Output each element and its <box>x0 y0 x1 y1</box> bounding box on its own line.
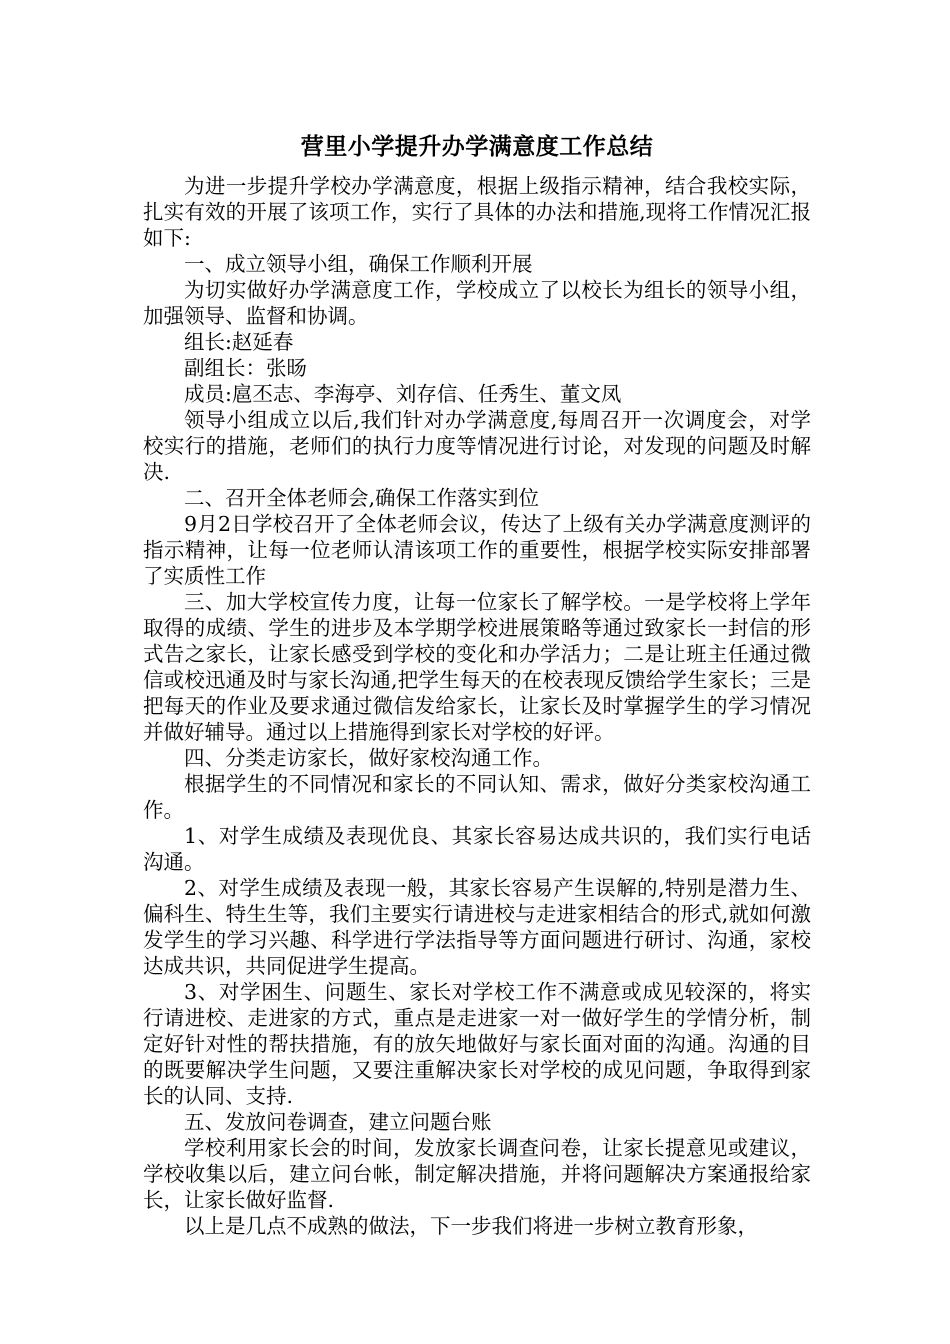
body-paragraph: 领导小组成立以后,我们针对办学满意度,每周召开一次调度会，对学校实行的措施，老师们的执行力度等情况进行讨论，对发现的问题及时解决. <box>143 408 811 484</box>
document-title: 营里小学提升办学满意度工作总结 <box>300 134 654 160</box>
section-heading-5: 五、发放问卷调查，建立问题台账 <box>184 1110 492 1134</box>
intro-paragraph: 为进一步提升学校办学满意度，根据上级指示精神，结合我校实际，扎实有效的开展了该项工作，实行了具体的办法和措施,现将工作情况汇报如下: <box>143 174 811 250</box>
section-heading-1: 一、成立领导小组，确保工作顺利开展 <box>184 252 533 276</box>
document-page <box>143 132 811 1239</box>
team-leader: 组长:赵延春 <box>184 330 294 354</box>
section-heading-2: 二、召开全体老师会,确保工作落实到位 <box>184 486 540 510</box>
body-paragraph: 为切实做好办学满意度工作，学校成立了以校长为组长的领导小组，加强领导、监督和协调。 <box>143 278 811 328</box>
team-members: 成员:扈丕志、李海亭、刘存信、任秀生、董文凤 <box>184 382 622 406</box>
body-paragraph: 9月2日学校召开了全体老师会议，传达了上级有关办学满意度测评的指示精神，让每一位老师认清该项工作的重要性，根据学校实际安排部署了实质性工作 <box>143 512 811 588</box>
team-deputy-leader: 副组长：张旸 <box>184 356 307 380</box>
closing-paragraph: 以上是几点不成熟的做法，下一步我们将进一步树立教育形象， <box>184 1214 758 1238</box>
list-item-1: 1、对学生成绩及表现优良、其家长容易达成共识的，我们实行电话沟通。 <box>143 824 811 874</box>
body-paragraph: 根据学生的不同情况和家长的不同认知、需求，做好分类家校沟通工作。 <box>143 772 811 822</box>
body-paragraph: 学校利用家长会的时间，发放家长调查问卷，让家长提意见或建议，学校收集以后，建立问台帐，制定解决措施，并将问题解决方案通报给家长，让家长做好监督. <box>143 1136 811 1212</box>
section-heading-4: 四、分类走访家长，做好家校沟通工作。 <box>184 746 553 770</box>
list-item-3: 3、对学困生、问题生、家长对学校工作不满意或成见较深的，将实行请进校、走进家的方式，重点是走进家一对一做好学生的学情分析，制定好针对性的帮扶措施，有的放矢地做好与家长面对面的沟通。沟通的目的既要解决学生问题，又要注重解决家长对学校的成见问题，争取得到家长的认同、支持. <box>143 980 811 1108</box>
document-body <box>143 173 811 1239</box>
list-item-2: 2、对学生成绩及表现一般，其家长容易产生误解的,特别是潜力生、偏科生、特生生等，我们主要实行请进校与走进家相结合的形式,就如何激发学生的学习兴趣、科学进行学法指导等方面问题进行研讨、沟通，家校达成共识，共同促进学生提高。 <box>143 876 811 978</box>
section-3-paragraph: 三、加大学校宣传力度，让每一位家长了解学校。一是学校将上学年取得的成绩、学生的进步及本学期学校进展策略等通过致家长一封信的形式告之家长，让家长感受到学校的变化和办学活力；二是让班主任通过微信或校迅通及时与家长沟通,把学生每天的在校表现反馈给学生家长；三是把每天的作业及要求通过微信发给家长，让家长及时掌握学生的学习情况并做好辅导。通过以上措施得到家长对学校的好评。 <box>143 590 811 744</box>
